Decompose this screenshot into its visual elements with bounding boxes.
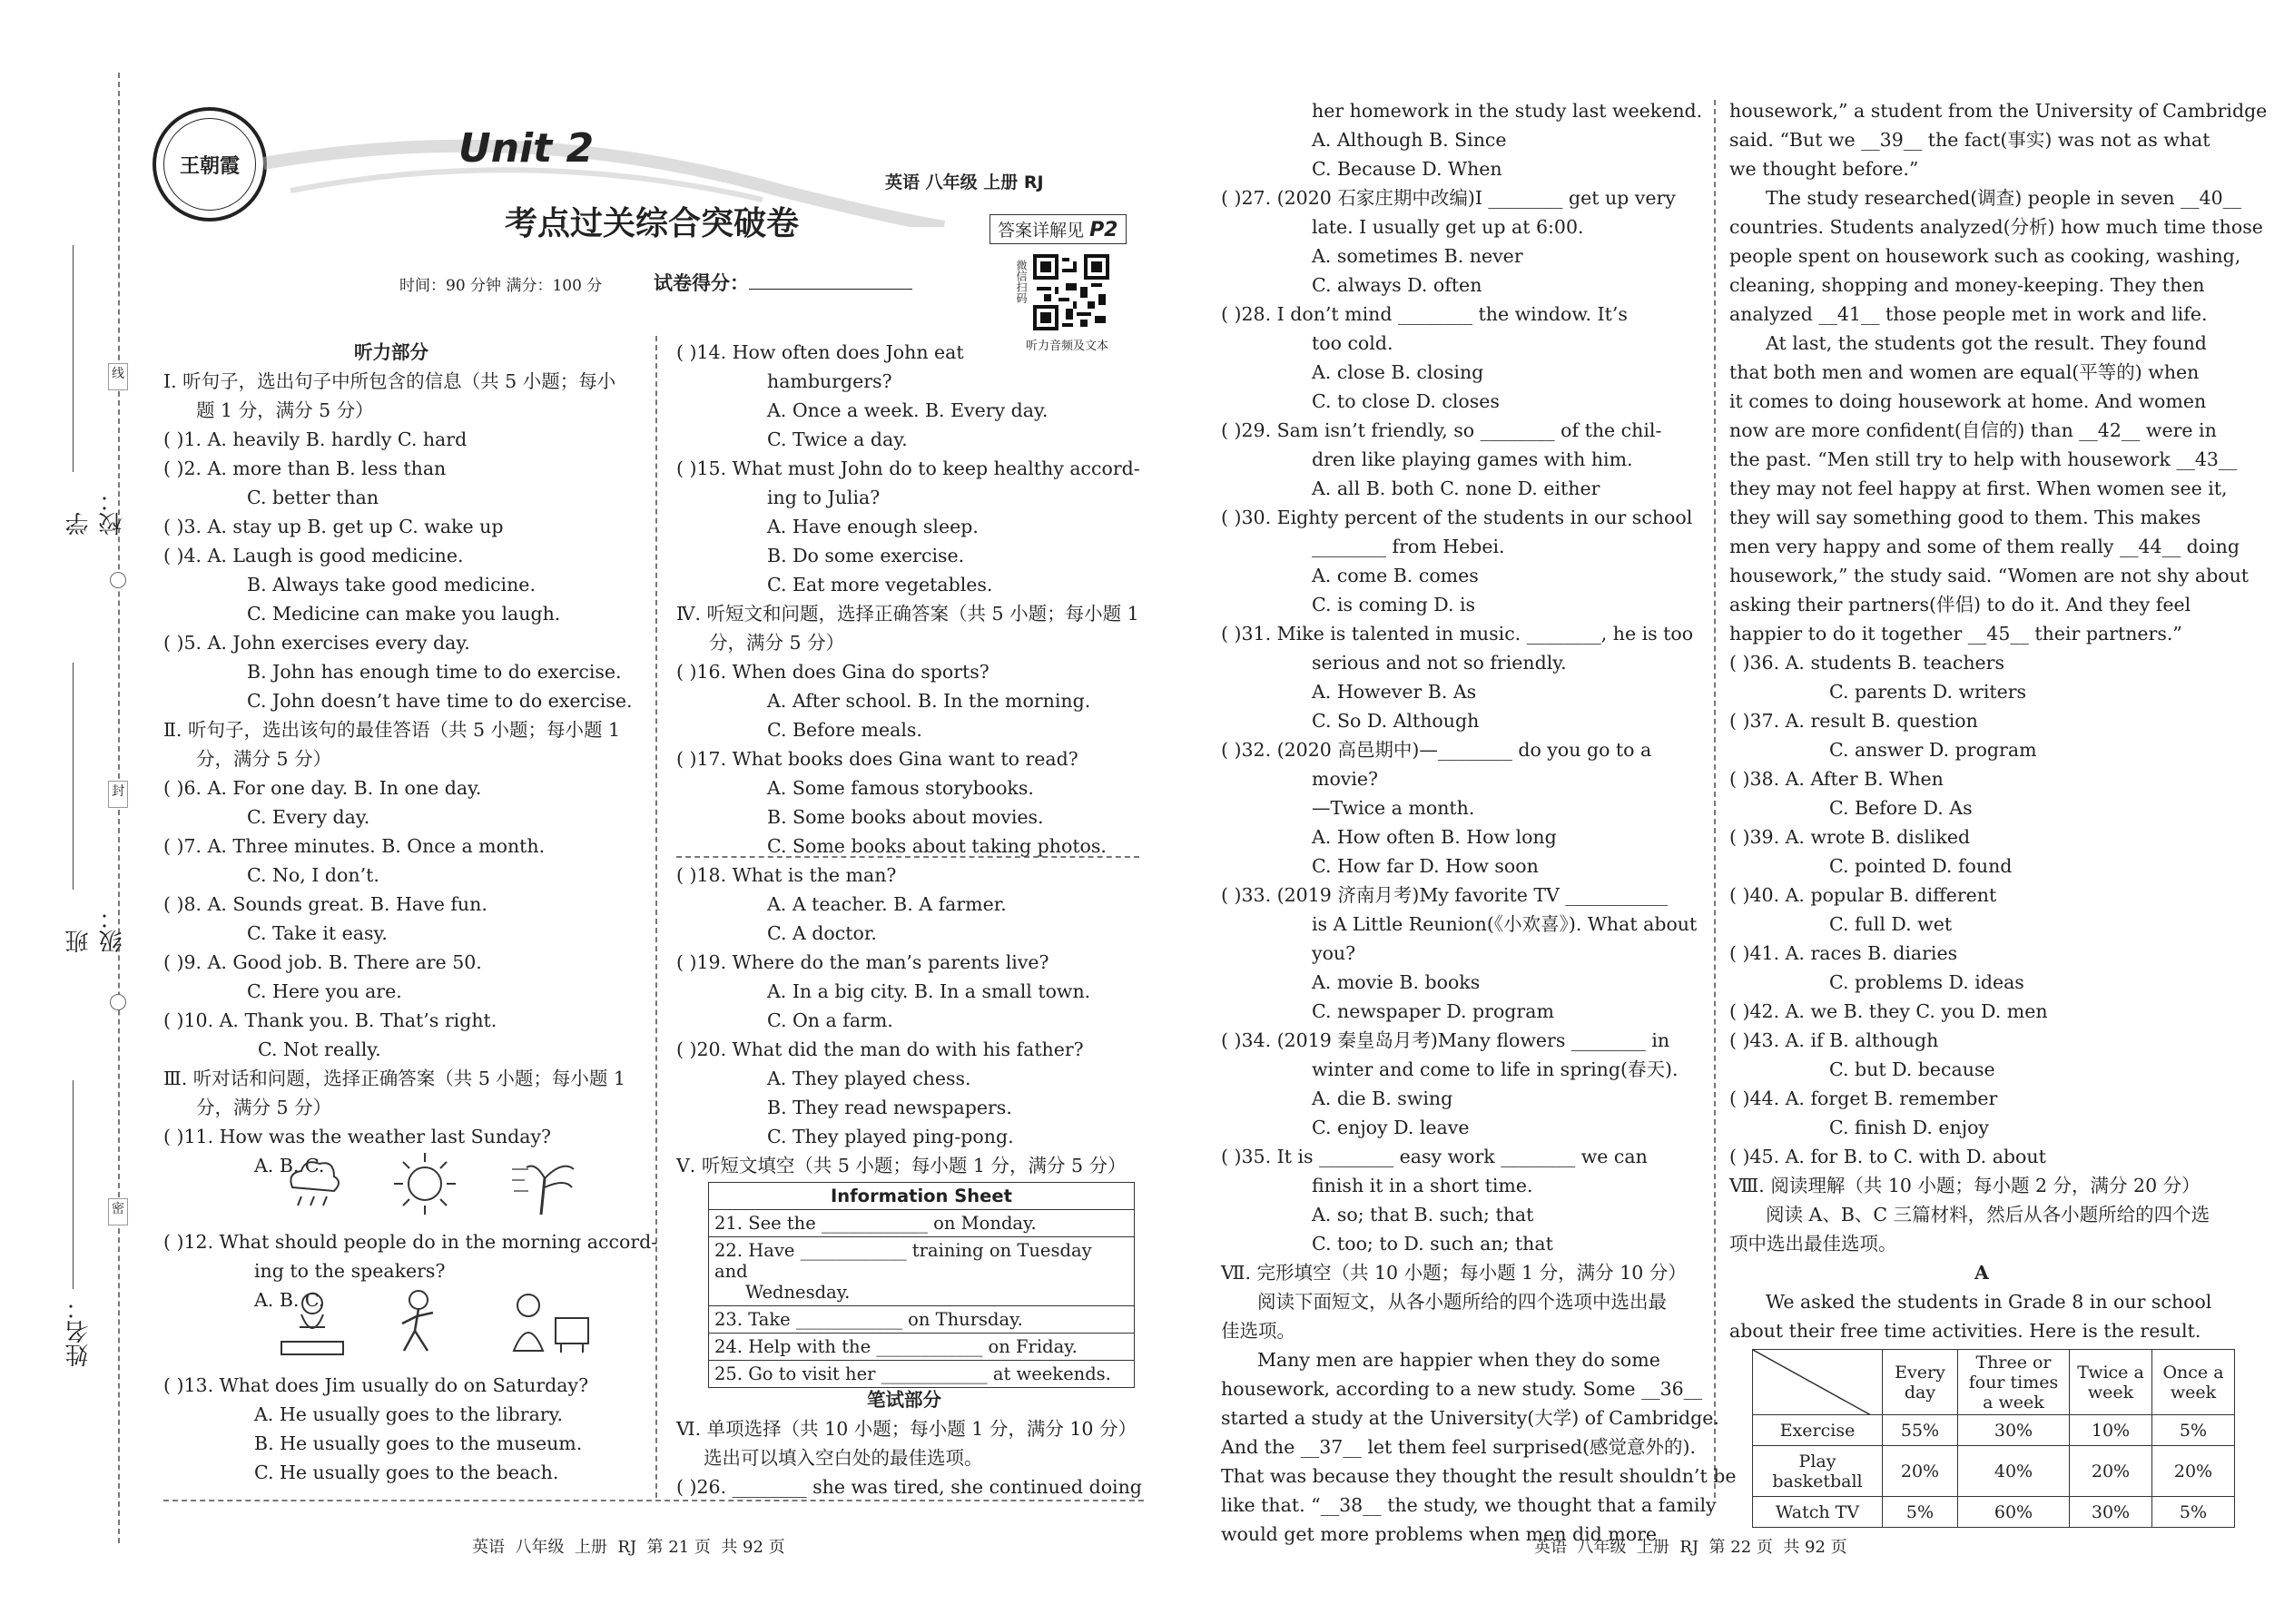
- question-item: ( )42. A. we B. they C. you D. men: [1729, 1000, 2048, 1022]
- question-item: ( )18. What is the man?: [676, 864, 897, 886]
- question-option: C. On a farm.: [767, 1009, 893, 1031]
- question-option: A. Once a week. B. Every day.: [767, 399, 1049, 421]
- binding-hole-1: [110, 572, 126, 588]
- question-item: ( )41. A. races B. diaries: [1729, 942, 1958, 964]
- question-option: C. Here you are.: [247, 980, 402, 1002]
- cloze-passage: analyzed __41__ those people met in work and life.: [1729, 303, 2208, 325]
- question-option: is A Little Reunion(《小欢喜》). What about: [1312, 913, 1698, 935]
- section-instruction: 阅读 A、B、C 三篇材料，然后从各小题所给的四个选: [1766, 1204, 2210, 1225]
- question-item: ( )9. A. Good job. B. There are 50.: [163, 951, 482, 973]
- question-option: A. all B. both C. none D. either: [1312, 477, 1600, 499]
- table-cell: 60%: [1958, 1497, 2070, 1528]
- question-item: ( )27. (2020 石家庄期中改编)I ________ get up very: [1221, 187, 1676, 209]
- cloze-passage: countries. Students analyzed(分析) how much time those: [1729, 216, 2263, 238]
- question-option: you?: [1312, 942, 1356, 964]
- binding-hole-2: [110, 994, 126, 1010]
- information-row: 21. See the ____________ on Monday.: [709, 1210, 1135, 1237]
- section-instruction: Ⅶ. 完形填空（共 10 小题；每小题 1 分，满分 10 分）: [1221, 1262, 1687, 1284]
- question-option: B. Do some exercise.: [767, 545, 965, 566]
- question-option: late. I usually get up at 6:00.: [1312, 216, 1584, 238]
- table-row-label: Exercise: [1753, 1415, 1883, 1446]
- question-option: winter and come to life in spring(春天).: [1312, 1058, 1679, 1080]
- section-instruction: Ⅵ. 单项选择（共 10 小题；每小题 1 分，满分 10 分）: [676, 1418, 1137, 1440]
- question-option: C. to close D. closes: [1312, 390, 1500, 412]
- section-instruction: Ⅴ. 听短文填空（共 5 小题；每小题 1 分，满分 5 分）: [676, 1155, 1127, 1176]
- section-instruction: 选出可以填入空白处的最佳选项。: [704, 1447, 983, 1469]
- qr-side-text: 微信扫码: [1015, 260, 1028, 303]
- cloze-passage: they may not feel happy at first. When women see it,: [1729, 477, 2228, 499]
- cloze-passage: started a study at the University(大学) of Cambridge.: [1221, 1407, 1719, 1429]
- question-option: C. is coming D. is: [1312, 594, 1476, 615]
- table-row-label: Play basketball: [1753, 1446, 1883, 1497]
- question-item: ( )14. How often does John eat: [676, 341, 964, 363]
- table-header: Every day: [1883, 1350, 1958, 1415]
- question-option: C. How far D. How soon: [1312, 855, 1539, 877]
- question-item: ( )2. A. more than B. less than: [163, 458, 447, 479]
- cloze-passage: now are more confident(自信的) than __42__ were in: [1729, 419, 2217, 441]
- table-header: Three or four times a week: [1958, 1350, 2070, 1415]
- question-option: C. answer D. program: [1829, 739, 2037, 761]
- cloze-passage: housework,” the study said. “Women are not shy about: [1729, 565, 2250, 586]
- cloze-passage: like that. “__38__ the study, we thought that a family: [1221, 1494, 1717, 1516]
- question-item: ( )29. Sam isn’t friendly, so ________ of the chil-: [1221, 419, 1662, 441]
- page-bottom-rule: [163, 1500, 1144, 1501]
- question-option: dren like playing games with him.: [1312, 448, 1633, 470]
- question-option: ing to Julia?: [767, 487, 881, 508]
- information-row: 24. Help with the ____________ on Friday.: [709, 1334, 1135, 1361]
- question-option: A. He usually goes to the library.: [254, 1403, 563, 1425]
- question-option: C. Some books about taking photos.: [767, 835, 1107, 857]
- question-option: B. He usually goes to the museum.: [254, 1432, 583, 1454]
- question-option: C. Before D. As: [1829, 797, 1973, 819]
- question-option: A. come B. comes: [1312, 565, 1479, 586]
- question-item: ( )10. A. Thank you. B. That’s right.: [163, 1009, 497, 1031]
- question-option: A. so; that B. such; that: [1312, 1204, 1534, 1225]
- question-item: ( )38. A. After B. When: [1729, 768, 1944, 790]
- section-instruction: 项中选出最佳选项。: [1729, 1233, 1897, 1255]
- cloze-passage: we thought before.”: [1729, 158, 1919, 180]
- question-item: ( )5. A. John exercises every day.: [163, 632, 470, 654]
- section-instruction: 分，满分 5 分）: [196, 1097, 332, 1118]
- question-option: C. Eat more vegetables.: [767, 574, 993, 595]
- question-item: ( )11. How was the weather last Sunday?: [163, 1126, 552, 1147]
- question-option: A. sometimes B. never: [1312, 245, 1523, 267]
- qr-code: [1033, 254, 1109, 330]
- section-instruction: 阅读下面短文，从各小题所给的四个选项中选出最: [1257, 1291, 1667, 1313]
- table-cell: 30%: [1958, 1415, 2070, 1446]
- section-heading: 笔试部分: [867, 1389, 941, 1411]
- question-option: B. Always take good medicine.: [247, 574, 536, 595]
- question-item: ( )7. A. Three minutes. B. Once a month.: [163, 835, 546, 857]
- question-option: C. John doesn’t have time to do exercise.: [247, 690, 633, 712]
- question-option: C. enjoy D. leave: [1312, 1117, 1470, 1138]
- question-item: ( )28. I don’t mind ________ the window. It’s: [1221, 303, 1628, 325]
- cloze-passage: cleaning, shopping and money-keeping. They then: [1729, 274, 2205, 296]
- cloud-rain-image: [281, 1153, 345, 1216]
- question-option: serious and not so friendly.: [1312, 652, 1567, 674]
- question-option: C. Twice a day.: [767, 428, 908, 450]
- question-option: A. How often B. How long: [1312, 826, 1557, 848]
- column-divider-1: [655, 336, 657, 1498]
- table-row-label: Watch TV: [1753, 1497, 1883, 1528]
- question-item: ( )17. What books does Gina want to read?: [676, 748, 1078, 770]
- cloze-passage: The study researched(调查) people in seven __40__: [1766, 187, 2242, 209]
- table-cell: 5%: [2152, 1497, 2235, 1528]
- question-option: C. always D. often: [1312, 274, 1482, 296]
- question-option: A. Some famous storybooks.: [767, 777, 1034, 799]
- binding-line: [118, 73, 120, 1543]
- table-cell: 20%: [2070, 1446, 2152, 1497]
- question-item: ( )32. (2020 高邑期中)—________ do you go to a: [1221, 739, 1652, 761]
- margin-class: 班级：: [64, 663, 100, 953]
- cloze-passage: That was because they thought the result shouldn’t be: [1221, 1465, 1737, 1487]
- question-item: ( )20. What did the man do with his father?: [676, 1038, 1084, 1060]
- table-cell: 5%: [1883, 1497, 1958, 1528]
- table-row: [1753, 1446, 2235, 1497]
- seal-mark-1: 线: [108, 363, 128, 390]
- question-item: ( )36. A. students B. teachers: [1729, 652, 2004, 674]
- margin-name: 姓名：: [64, 1080, 100, 1371]
- question-option: B. They read newspapers.: [767, 1097, 1012, 1118]
- question-option: B. Some books about movies.: [767, 806, 1044, 828]
- question-option: A. A teacher. B. A farmer.: [767, 893, 1007, 915]
- cloze-passage: Many men are happier when they do some: [1257, 1349, 1660, 1371]
- section-instruction: Ⅰ. 听句子，选出句子中所包含的信息（共 5 小题；每小: [163, 370, 616, 392]
- question-option: hamburgers?: [767, 370, 892, 392]
- cloze-passage: housework,” a student from the University of Cambridge: [1729, 100, 2268, 122]
- question-option: C. problems D. ideas: [1829, 971, 2024, 993]
- section-instruction: 分，满分 5 分）: [196, 748, 332, 770]
- question-option: movie?: [1312, 768, 1379, 790]
- question-item: ( )37. A. result B. question: [1729, 710, 1978, 732]
- question-item: ( )40. A. popular B. different: [1729, 884, 1997, 906]
- cloze-passage: happier to do it together __45__ their partners.”: [1729, 623, 2182, 645]
- question-item: ( )34. (2019 秦皇岛月考)Many flowers ________ in: [1221, 1029, 1670, 1051]
- question-item: ( )45. A. for B. to C. with D. about: [1729, 1146, 2046, 1167]
- reading-passage: We asked the students in Grade 8 in our school: [1766, 1291, 2212, 1313]
- question-option: C. Every day.: [247, 806, 370, 828]
- cloze-passage: men very happy and some of them really __44__ doing: [1729, 536, 2240, 557]
- question-option: A. After school. B. In the morning.: [767, 690, 1091, 712]
- table-cell: 30%: [2070, 1497, 2152, 1528]
- seal-mark-2: 封: [108, 781, 128, 808]
- question-option: C. better than: [247, 487, 379, 508]
- reading-child-image: [276, 1287, 349, 1360]
- question-option: C. pointed D. found: [1829, 855, 2013, 877]
- section-heading: 听力部分: [354, 341, 428, 363]
- table-cell: 10%: [2070, 1415, 2152, 1446]
- survey-table: [1752, 1349, 2235, 1528]
- unit-title: Unit 2: [458, 125, 595, 172]
- question-option: C. parents D. writers: [1829, 681, 2027, 703]
- question-option: C. Take it easy.: [247, 922, 388, 944]
- table-cell: 5%: [2152, 1415, 2235, 1446]
- question-item: ( )26. ________ she was tired, she continued doing: [676, 1476, 1142, 1498]
- picture-options: A. B. C.: [254, 1289, 325, 1311]
- question-item: ( )43. A. if B. although: [1729, 1029, 1939, 1051]
- question-option: A. However B. As: [1312, 681, 1477, 703]
- time-score: 时间：90 分钟 满分：100 分: [399, 277, 603, 295]
- question-item: ( )6. A. For one day. B. In one day.: [163, 777, 482, 799]
- section-instruction: 佳选项。: [1221, 1320, 1295, 1342]
- cloze-passage: that both men and women are equal(平等的) when: [1729, 361, 2200, 383]
- brand-logo: 王朝霞: [153, 107, 267, 221]
- cloze-passage: would get more problems when men did more: [1221, 1523, 1657, 1545]
- wind-tree-image: [508, 1151, 577, 1218]
- question-option: C. but D. because: [1829, 1058, 1995, 1080]
- subject-line: 英语 八年级 上册 RJ: [885, 172, 1044, 192]
- question-item: ( )31. Mike is talented in music. ________, he is too: [1221, 623, 1694, 645]
- question-option: C. Medicine can make you laugh.: [247, 603, 561, 625]
- question-option: C. A doctor.: [767, 922, 877, 944]
- cloze-passage: At last, the students got the result. They found: [1766, 332, 2207, 354]
- tv-watching-image: [508, 1287, 592, 1360]
- question-item: ( )12. What should people do in the morning accord-: [163, 1231, 658, 1253]
- paper-score: 试卷得分：: [654, 269, 912, 296]
- question-option: B. John has enough time to do exercise.: [247, 661, 622, 683]
- section-instruction: Ⅱ. 听句子，选出该句的最佳答语（共 5 小题；每小题 1: [163, 719, 621, 741]
- reading-passage: about their free time activities. Here is the result.: [1729, 1320, 2201, 1342]
- table-row: [1753, 1497, 2235, 1528]
- question-option: C. finish D. enjoy: [1829, 1117, 1990, 1138]
- section-instruction: Ⅲ. 听对话和问题，选择正确答案（共 5 小题；每小题 1: [163, 1068, 625, 1089]
- table-cell: 40%: [1958, 1446, 2070, 1497]
- question-option: A. close B. closing: [1312, 361, 1484, 383]
- information-row: 22. Have ____________ training on Tuesday and Wednesday.: [709, 1237, 1135, 1306]
- question-option: C. Before meals.: [767, 719, 922, 741]
- question-option: ing to the speakers?: [254, 1260, 446, 1282]
- table-corner-cell: [1753, 1350, 1883, 1415]
- question-option: finish it in a short time.: [1312, 1175, 1533, 1196]
- sun-image: [390, 1149, 459, 1218]
- question-item: ( )8. A. Sounds great. B. Have fun.: [163, 893, 487, 915]
- cloze-passage: And the __37__ let them feel surprised(感觉意外的).: [1221, 1436, 1697, 1458]
- column-divider-3: [1714, 100, 1716, 1498]
- question-option: A. Have enough sleep.: [767, 516, 979, 537]
- question-item: ( )35. It is ________ easy work ________ we can: [1221, 1146, 1648, 1167]
- question-option: C. No, I don’t.: [247, 864, 379, 886]
- table-row: [1753, 1415, 2235, 1446]
- question-option: C. He usually goes to the beach.: [254, 1462, 559, 1483]
- table-header: Twice a week: [2070, 1350, 2152, 1415]
- footer-left: 英语 八年级 上册 RJ 第 21 页 共 92 页: [472, 1538, 785, 1557]
- cloze-passage: people spent on housework such as cooking, washing,: [1729, 245, 2241, 267]
- question-item: ( )1. A. heavily B. hardly C. hard: [163, 428, 468, 450]
- information-sheet-title: Information Sheet: [709, 1183, 1135, 1210]
- cloze-passage: the past. “Men still try to help with housework __43__: [1729, 448, 2238, 470]
- table-cell: 55%: [1883, 1415, 1958, 1446]
- table-cell: 20%: [2152, 1446, 2235, 1497]
- cloze-passage: housework, according to a new study. Some __36__: [1221, 1378, 1703, 1400]
- question-option: C. Because D. When: [1312, 158, 1502, 180]
- seal-mark-3: 密: [108, 1198, 128, 1225]
- question-item: ( )13. What does Jim usually do on Saturday?: [163, 1374, 589, 1396]
- question-option: C. newspaper D. program: [1312, 1000, 1554, 1022]
- question-item: ( )4. A. Laugh is good medicine.: [163, 545, 464, 566]
- question-option: C. They played ping-pong.: [767, 1126, 1014, 1147]
- margin-school: 学校：: [64, 245, 100, 536]
- question-option: A. movie B. books: [1312, 971, 1481, 993]
- cloze-passage: they will say something good to them. This makes: [1729, 507, 2201, 528]
- question-option: too cold.: [1312, 332, 1393, 354]
- question-item: ( )19. Where do the man’s parents live?: [676, 951, 1049, 973]
- question-option: A. die B. swing: [1312, 1088, 1453, 1109]
- question-option: C. Not really.: [258, 1038, 381, 1060]
- question-option: A. In a big city. B. In a small town.: [767, 980, 1091, 1002]
- section-instruction: Ⅷ. 阅读理解（共 10 小题；每小题 2 分，满分 20 分）: [1729, 1175, 2200, 1196]
- running-child-image: [386, 1287, 449, 1360]
- qr-caption: 听力音频及文本: [1026, 340, 1109, 353]
- information-row: 23. Take ____________ on Thursday.: [709, 1306, 1135, 1334]
- footer-right: 英语 八年级 上册 RJ 第 22 页 共 92 页: [1534, 1538, 1847, 1557]
- picture-options: A. B. C.: [254, 1155, 325, 1176]
- question-item: ( )44. A. forget B. remember: [1729, 1088, 1998, 1109]
- question-option: C. So D. Although: [1312, 710, 1480, 732]
- table-cell: 20%: [1883, 1446, 1958, 1497]
- question-option: C. full D. wet: [1829, 913, 1953, 935]
- cloze-passage: it comes to doing housework at home. And women: [1729, 390, 2207, 412]
- section-instruction: 分，满分 5 分）: [709, 632, 845, 654]
- question-item: ( )33. (2019 济南月考)My favorite TV ___________: [1221, 884, 1669, 906]
- paper-title: 考点过关综合突破卷: [505, 205, 800, 242]
- table-header: Once a week: [2152, 1350, 2235, 1415]
- cloze-passage: asking their partners(伴侣) to do it. And they feel: [1729, 594, 2191, 615]
- question-option: C. too; to D. such an; that: [1312, 1233, 1553, 1255]
- question-option: A. They played chess.: [767, 1068, 971, 1089]
- information-sheet: [708, 1182, 1135, 1388]
- question-option: —Twice a month.: [1312, 797, 1475, 819]
- section-instruction: 题 1 分，满分 5 分）: [196, 399, 374, 421]
- question-option: A. Although B. Since: [1312, 129, 1507, 151]
- question-item: ( )16. When does Gina do sports?: [676, 661, 989, 683]
- question-item: ( )15. What must John do to keep healthy accord-: [676, 458, 1140, 479]
- section-instruction: Ⅳ. 听短文和问题，选择正确答案（共 5 小题；每小题 1: [676, 603, 1139, 625]
- question-item: ( )39. A. wrote B. disliked: [1729, 826, 1971, 848]
- cloze-passage: said. “But we __39__ the fact(事实) was not as what: [1729, 129, 2210, 151]
- question-item: ( )30. Eighty percent of the students in our school: [1221, 507, 1693, 528]
- question-item: ( )3. A. stay up B. get up C. wake up: [163, 516, 504, 537]
- question-option: her homework in the study last weekend.: [1312, 100, 1703, 122]
- passage-label: A: [1974, 1262, 1989, 1284]
- answer-reference: 答案详解见 P2: [989, 214, 1127, 244]
- information-row: 25. Go to visit her ____________ at weekends.: [709, 1361, 1135, 1388]
- question-option: ________ from Hebei.: [1312, 536, 1505, 557]
